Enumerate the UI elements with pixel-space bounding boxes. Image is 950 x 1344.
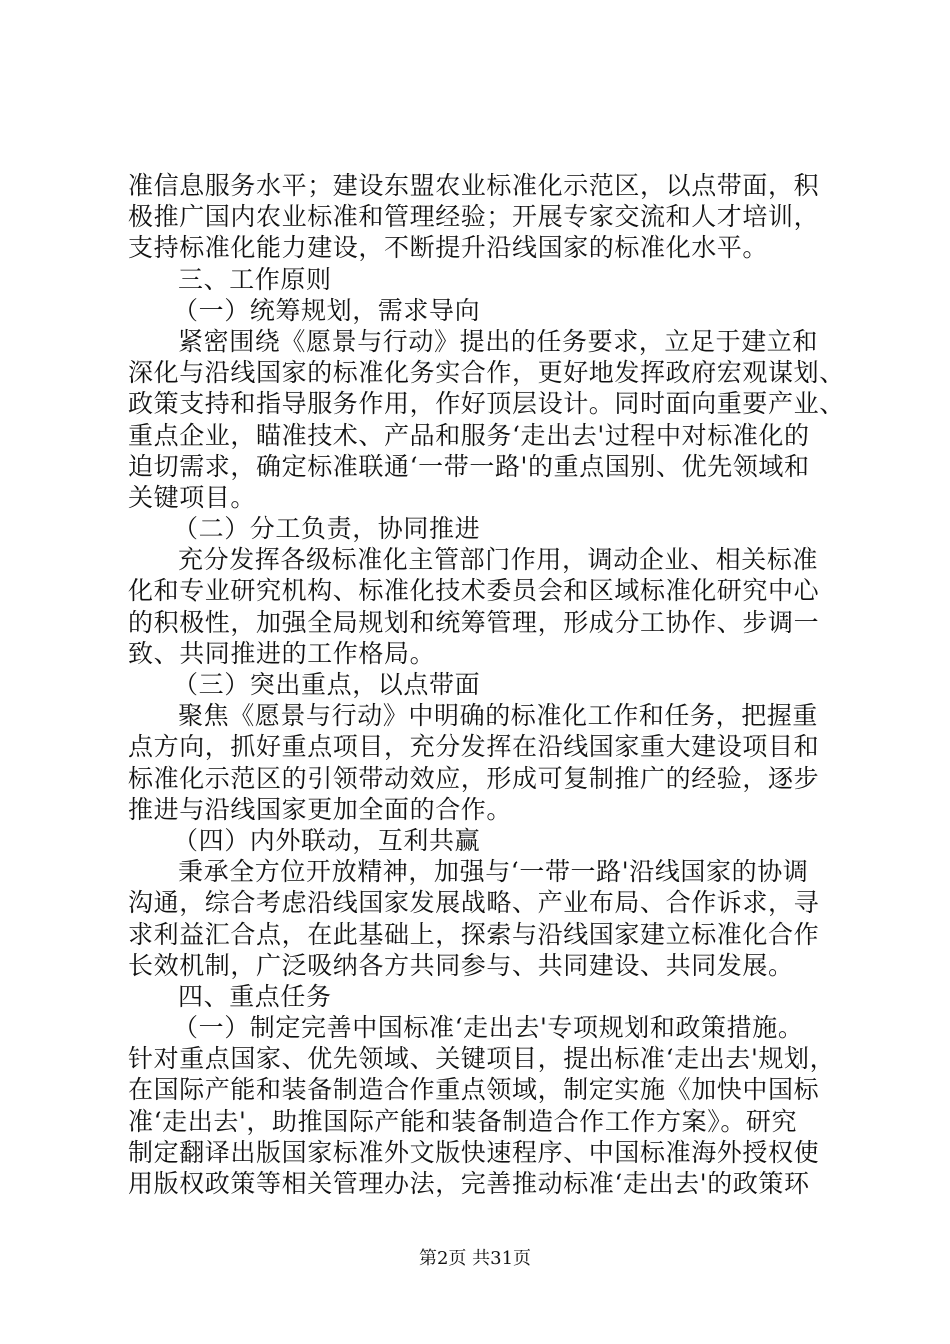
subsection-heading: （一）统筹规划，需求导向 <box>173 295 481 325</box>
text-line: 的积极性，加强全局规划和统筹管理，形成分工协作、步调一 <box>128 607 820 637</box>
text-line: 支持标准化能力建设，不断提升沿线国家的标准化水平。 <box>128 233 769 263</box>
subsection-heading: （四）内外联动，互利共赢 <box>173 825 481 855</box>
text-line: 点方向，抓好重点项目，充分发挥在沿线国家重大建设项目和 <box>128 732 820 762</box>
text-line: 求利益汇合点，在此基础上，探索与沿线国家建立标准化合作 <box>128 919 820 949</box>
text-line: 化和专业研究机构、标准化技术委员会和区域标准化研究中心 <box>128 576 820 606</box>
text-line: 重点企业，瞄准技术、产品和服务‘走出去'过程中对标准化的 <box>128 420 810 450</box>
text-line: 充分发挥各级标准化主管部门作用，调动企业、相关标准 <box>178 545 819 575</box>
text-line: 政策支持和指导服务作用，作好顶层设计。同时面向重要产业、 <box>128 389 845 419</box>
text-line: 在国际产能和装备制造合作重点领域，制定实施《加快中国标 <box>128 1075 820 1105</box>
text-line: 极推广国内农业标准和管理经验；开展专家交流和人才培训， <box>128 202 820 232</box>
text-line: 秉承全方位开放精神，加强与‘一带一路'沿线国家的协调 <box>178 857 809 887</box>
text-line: 标准化示范区的引领带动效应，形成可复制推广的经验，逐步 <box>128 763 820 793</box>
document-body <box>128 170 845 1199</box>
text-line: 准信息服务水平；建设东盟农业标准化示范区，以点带面，积 <box>128 171 820 200</box>
text-line: 用版权政策等相关管理办法，完善推动标准‘走出去'的政策环 <box>128 1169 810 1198</box>
page-number: 第2页 共31页 <box>418 1248 532 1269</box>
subsection-heading: （一）制定完善中国标准‘走出去'专项规划和政策措施。 <box>173 1013 804 1043</box>
text-line: 深化与沿线国家的标准化务实合作，更好地发挥政府宏观谋划、 <box>128 358 845 388</box>
text-line: 制定翻译出版国家标准外文版快速程序、中国标准海外授权使 <box>128 1137 820 1167</box>
text-line: 针对重点国家、优先领域、关键项目，提出标准‘走出去'规划， <box>128 1044 836 1074</box>
text-line: 致、共同推进的工作格局。 <box>128 638 436 668</box>
text-line: 沟通，综合考虑沿线国家发展战略、产业布局、合作诉求，寻 <box>128 888 820 918</box>
section-heading: 三、工作原则 <box>178 264 332 294</box>
text-line: 推进与沿线国家更加全面的合作。 <box>128 794 513 824</box>
subsection-heading: （三）突出重点，以点带面 <box>173 670 481 699</box>
text-line: 紧密围绕《愿景与行动》提出的任务要求，立足于建立和 <box>178 326 819 356</box>
text-line: 迫切需求，确定标准联通‘一带一路'的重点国别、优先领域和 <box>128 451 810 481</box>
text-line: 长效机制，广泛吸纳各方共同参与、共同建设、共同发展。 <box>128 950 794 980</box>
section-heading: 四、重点任务 <box>178 981 332 1011</box>
subsection-heading: （二）分工负责，协同推进 <box>173 514 481 544</box>
text-line: 关键项目。 <box>128 482 257 512</box>
text-line: 准‘走出去'，助推国际产能和装备制造合作工作方案》。研究 <box>128 1106 798 1136</box>
text-line: 聚焦《愿景与行动》中明确的标准化工作和任务，把握重 <box>178 701 819 731</box>
